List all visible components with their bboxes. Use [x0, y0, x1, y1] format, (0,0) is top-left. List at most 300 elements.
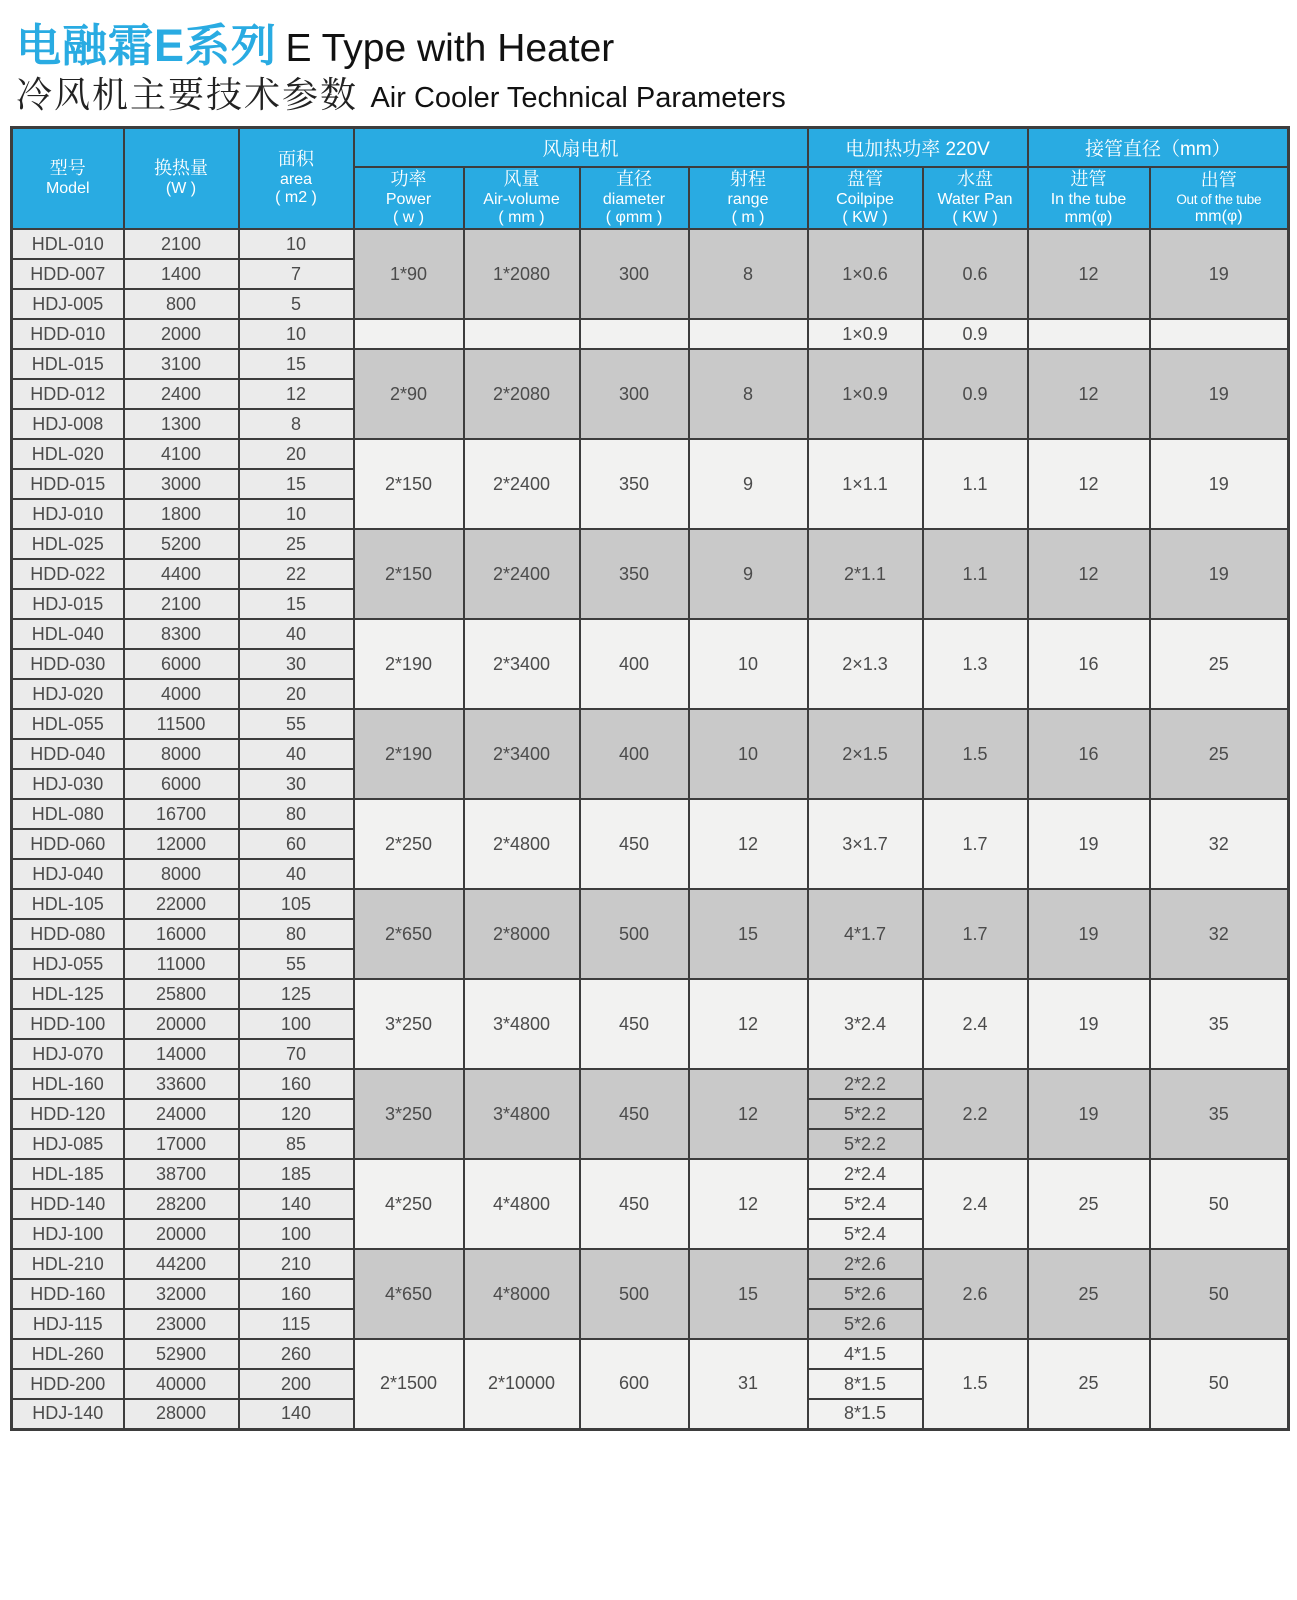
model-cell: HDD-015 — [12, 469, 124, 499]
model-cell: HDD-040 — [12, 739, 124, 769]
model-cell: HDD-007 — [12, 259, 124, 289]
area-cell: 5 — [239, 289, 354, 319]
col-header-out-tube-en: Out of the tube — [1176, 192, 1262, 208]
waterpan-cell: 1.1 — [923, 439, 1028, 529]
table-row — [12, 229, 1289, 259]
model-cell: HDD-200 — [12, 1369, 124, 1399]
outpipe-cell: 19 — [1150, 349, 1289, 439]
col-header-range-en: range — [727, 190, 769, 208]
waterpan-cell: 2.2 — [923, 1069, 1028, 1159]
model-cell: HDD-060 — [12, 829, 124, 859]
range-cell: 12 — [689, 1069, 808, 1159]
col-header-model — [12, 127, 124, 229]
power-cell: 4*250 — [354, 1159, 464, 1249]
heat-cell: 1400 — [124, 259, 239, 289]
heat-cell: 3100 — [124, 349, 239, 379]
range-cell: 10 — [689, 709, 808, 799]
outpipe-cell: 19 — [1150, 439, 1289, 529]
diameter-cell: 350 — [580, 529, 689, 619]
diameter-cell — [580, 319, 689, 349]
range-cell: 8 — [689, 229, 808, 319]
model-cell: HDL-080 — [12, 799, 124, 829]
subtitle-english: Air Cooler Technical Parameters — [370, 81, 786, 114]
col-header-coilpipe-unit: ( KW ) — [842, 209, 888, 227]
outpipe-cell: 35 — [1150, 979, 1289, 1069]
coilpipe-cell: 5*2.4 — [808, 1189, 923, 1219]
area-cell: 160 — [239, 1279, 354, 1309]
heat-cell: 22000 — [124, 889, 239, 919]
coilpipe-cell: 2×1.5 — [808, 709, 923, 799]
power-cell: 2*190 — [354, 619, 464, 709]
airvolume-cell: 2*2400 — [464, 439, 580, 529]
table-row — [12, 439, 1289, 469]
col-header-coilpipe — [808, 167, 923, 229]
col-header-power-en: Power — [385, 190, 432, 208]
inpipe-cell: 19 — [1028, 889, 1150, 979]
coilpipe-cell: 2×1.3 — [808, 619, 923, 709]
col-header-water-pan-cn: 水盘 — [957, 169, 994, 190]
model-cell: HDJ-030 — [12, 769, 124, 799]
heat-cell: 8000 — [124, 859, 239, 889]
heat-cell: 38700 — [124, 1159, 239, 1189]
col-header-water-pan-en: Water Pan — [937, 190, 1013, 208]
area-cell: 40 — [239, 619, 354, 649]
airvolume-cell: 2*8000 — [464, 889, 580, 979]
table-row — [12, 529, 1289, 559]
coilpipe-cell: 3×1.7 — [808, 799, 923, 889]
range-cell: 8 — [689, 349, 808, 439]
table-row — [12, 1069, 1289, 1099]
range-cell: 12 — [689, 1159, 808, 1249]
airvolume-cell: 3*4800 — [464, 1069, 580, 1159]
page-title — [16, 22, 1287, 70]
waterpan-cell: 1.5 — [923, 1339, 1028, 1429]
model-cell: HDD-140 — [12, 1189, 124, 1219]
title-chinese: 电融霜E系列 — [16, 20, 278, 71]
area-cell: 12 — [239, 379, 354, 409]
area-cell: 105 — [239, 889, 354, 919]
col-header-diameter-cn: 直径 — [616, 169, 652, 190]
coilpipe-cell: 1×0.6 — [808, 229, 923, 319]
area-cell: 20 — [239, 679, 354, 709]
diameter-cell: 400 — [580, 619, 689, 709]
col-header-coilpipe-en: Coilpipe — [836, 190, 894, 208]
diameter-cell: 300 — [580, 349, 689, 439]
waterpan-cell: 1.7 — [923, 889, 1028, 979]
area-cell: 10 — [239, 499, 354, 529]
inpipe-cell: 12 — [1028, 529, 1150, 619]
model-cell: HDJ-015 — [12, 589, 124, 619]
coilpipe-cell: 4*1.5 — [808, 1339, 923, 1369]
airvolume-cell: 2*2400 — [464, 529, 580, 619]
model-cell: HDD-022 — [12, 559, 124, 589]
waterpan-cell: 2.4 — [923, 1159, 1028, 1249]
area-cell: 100 — [239, 1219, 354, 1249]
col-header-heat-unit: (W ) — [165, 180, 197, 198]
model-cell: HDL-025 — [12, 529, 124, 559]
outpipe-cell: 50 — [1150, 1339, 1289, 1429]
coilpipe-cell: 1×0.9 — [808, 319, 923, 349]
table-row — [12, 979, 1289, 1009]
model-cell: HDJ-010 — [12, 499, 124, 529]
heat-cell: 3000 — [124, 469, 239, 499]
model-cell: HDL-055 — [12, 709, 124, 739]
outpipe-cell: 50 — [1150, 1159, 1289, 1249]
model-cell: HDD-080 — [12, 919, 124, 949]
waterpan-cell: 1.1 — [923, 529, 1028, 619]
coilpipe-cell: 2*2.2 — [808, 1069, 923, 1099]
table-row — [12, 619, 1289, 649]
range-cell: 15 — [689, 889, 808, 979]
heat-cell: 1800 — [124, 499, 239, 529]
model-cell: HDL-185 — [12, 1159, 124, 1189]
power-cell: 3*250 — [354, 979, 464, 1069]
table-row — [12, 799, 1289, 829]
model-cell: HDD-030 — [12, 649, 124, 679]
diameter-cell: 300 — [580, 229, 689, 319]
coilpipe-cell: 3*2.4 — [808, 979, 923, 1069]
area-cell: 22 — [239, 559, 354, 589]
model-cell: HDJ-008 — [12, 409, 124, 439]
col-header-power-cn: 功率 — [390, 169, 427, 190]
model-cell: HDL-160 — [12, 1069, 124, 1099]
power-cell: 2*190 — [354, 709, 464, 799]
heat-cell: 24000 — [124, 1099, 239, 1129]
inpipe-cell: 19 — [1028, 1069, 1150, 1159]
heat-cell: 44200 — [124, 1249, 239, 1279]
waterpan-cell: 0.6 — [923, 229, 1028, 319]
heat-cell: 6000 — [124, 769, 239, 799]
coilpipe-cell: 5*2.2 — [808, 1099, 923, 1129]
airvolume-cell: 2*3400 — [464, 709, 580, 799]
model-cell: HDL-015 — [12, 349, 124, 379]
coilpipe-cell: 8*1.5 — [808, 1369, 923, 1399]
page-subtitle — [16, 73, 1287, 115]
area-cell: 40 — [239, 859, 354, 889]
col-header-in-tube-en: In the tube — [1050, 190, 1127, 208]
heat-cell: 800 — [124, 289, 239, 319]
heat-cell: 2100 — [124, 589, 239, 619]
model-cell: HDJ-070 — [12, 1039, 124, 1069]
area-cell: 30 — [239, 649, 354, 679]
heat-cell: 6000 — [124, 649, 239, 679]
model-cell: HDL-105 — [12, 889, 124, 919]
range-cell: 9 — [689, 439, 808, 529]
heat-cell: 23000 — [124, 1309, 239, 1339]
coilpipe-cell: 5*2.6 — [808, 1279, 923, 1309]
range-cell: 31 — [689, 1339, 808, 1429]
col-header-model-en: Model — [45, 180, 90, 198]
power-cell: 4*650 — [354, 1249, 464, 1339]
col-header-out-tube-cn: 出管 — [1200, 170, 1237, 191]
area-cell: 8 — [239, 409, 354, 439]
area-cell: 15 — [239, 469, 354, 499]
area-cell: 80 — [239, 919, 354, 949]
waterpan-cell: 1.5 — [923, 709, 1028, 799]
area-cell: 10 — [239, 319, 354, 349]
area-cell: 55 — [239, 709, 354, 739]
area-cell: 140 — [239, 1189, 354, 1219]
airvolume-cell: 4*4800 — [464, 1159, 580, 1249]
area-cell: 70 — [239, 1039, 354, 1069]
range-cell: 15 — [689, 1249, 808, 1339]
power-cell: 2*650 — [354, 889, 464, 979]
heat-cell: 2000 — [124, 319, 239, 349]
heat-cell: 11000 — [124, 949, 239, 979]
title-english: E Type with Heater — [285, 27, 615, 70]
heat-cell: 52900 — [124, 1339, 239, 1369]
col-header-in-tube-unit: mm(φ) — [1064, 209, 1113, 227]
col-header-air-en: Air-volume — [483, 190, 560, 208]
col-header-air-volume — [464, 167, 580, 229]
col-header-diameter — [580, 167, 689, 229]
outpipe-cell: 35 — [1150, 1069, 1289, 1159]
model-cell: HDJ-115 — [12, 1309, 124, 1339]
waterpan-cell: 1.3 — [923, 619, 1028, 709]
airvolume-cell: 1*2080 — [464, 229, 580, 319]
area-cell: 25 — [239, 529, 354, 559]
model-cell: HDJ-020 — [12, 679, 124, 709]
inpipe-cell: 25 — [1028, 1339, 1150, 1429]
model-cell: HDJ-055 — [12, 949, 124, 979]
diameter-cell: 450 — [580, 799, 689, 889]
col-header-range — [689, 167, 808, 229]
table-row — [12, 889, 1289, 919]
table-row — [12, 1249, 1289, 1279]
area-cell: 210 — [239, 1249, 354, 1279]
area-cell: 15 — [239, 589, 354, 619]
col-header-out-tube-unit: mm(φ) — [1194, 207, 1243, 225]
area-cell: 260 — [239, 1339, 354, 1369]
col-header-area-unit: ( m2 ) — [275, 189, 317, 207]
inpipe-cell: 25 — [1028, 1159, 1150, 1249]
area-cell: 7 — [239, 259, 354, 289]
model-cell: HDD-012 — [12, 379, 124, 409]
power-cell — [354, 319, 464, 349]
inpipe-cell — [1028, 319, 1150, 349]
diameter-cell: 400 — [580, 709, 689, 799]
col-header-water-pan — [923, 167, 1028, 229]
waterpan-cell: 0.9 — [923, 349, 1028, 439]
col-header-power-unit: ( w ) — [392, 209, 425, 227]
col-header-model-cn: 型号 — [49, 158, 86, 179]
range-cell: 12 — [689, 979, 808, 1069]
area-cell: 55 — [239, 949, 354, 979]
diameter-cell: 500 — [580, 1249, 689, 1339]
model-cell: HDL-040 — [12, 619, 124, 649]
diameter-cell: 500 — [580, 889, 689, 979]
airvolume-cell: 2*10000 — [464, 1339, 580, 1429]
model-cell: HDL-020 — [12, 439, 124, 469]
outpipe-cell: 19 — [1150, 229, 1289, 319]
heat-cell: 5200 — [124, 529, 239, 559]
table-row — [12, 709, 1289, 739]
area-cell: 15 — [239, 349, 354, 379]
col-header-diameter-unit: ( φmm ) — [605, 209, 663, 227]
outpipe-cell: 32 — [1150, 889, 1289, 979]
group-header-heater-power: 电加热功率 220V — [808, 127, 1028, 167]
outpipe-cell: 32 — [1150, 799, 1289, 889]
model-cell: HDJ-005 — [12, 289, 124, 319]
area-cell: 185 — [239, 1159, 354, 1189]
area-cell: 85 — [239, 1129, 354, 1159]
heat-cell: 14000 — [124, 1039, 239, 1069]
inpipe-cell: 12 — [1028, 229, 1150, 319]
area-cell: 60 — [239, 829, 354, 859]
heat-cell: 28000 — [124, 1399, 239, 1429]
technical-parameters-table — [10, 126, 1290, 1431]
area-cell: 120 — [239, 1099, 354, 1129]
power-cell: 3*250 — [354, 1069, 464, 1159]
waterpan-cell: 1.7 — [923, 799, 1028, 889]
model-cell: HDD-160 — [12, 1279, 124, 1309]
area-cell: 30 — [239, 769, 354, 799]
col-header-area-cn: 面积 — [278, 149, 314, 170]
model-cell: HDJ-085 — [12, 1129, 124, 1159]
subtitle-chinese: 冷风机主要技术参数 — [16, 73, 359, 115]
coilpipe-cell: 5*2.6 — [808, 1309, 923, 1339]
coilpipe-cell: 2*2.6 — [808, 1249, 923, 1279]
heat-cell: 40000 — [124, 1369, 239, 1399]
outpipe-cell: 25 — [1150, 619, 1289, 709]
heat-cell: 2400 — [124, 379, 239, 409]
header-group-row — [12, 127, 1289, 167]
heat-cell: 17000 — [124, 1129, 239, 1159]
power-cell: 1*90 — [354, 229, 464, 319]
coilpipe-cell: 2*1.1 — [808, 529, 923, 619]
power-cell: 2*250 — [354, 799, 464, 889]
area-cell: 160 — [239, 1069, 354, 1099]
inpipe-cell: 25 — [1028, 1249, 1150, 1339]
col-header-air-unit: ( mm ) — [498, 209, 545, 227]
heat-cell: 12000 — [124, 829, 239, 859]
power-cell: 2*90 — [354, 349, 464, 439]
heat-cell: 2100 — [124, 229, 239, 259]
area-cell: 80 — [239, 799, 354, 829]
power-cell: 2*150 — [354, 439, 464, 529]
table-row — [12, 349, 1289, 379]
inpipe-cell: 16 — [1028, 709, 1150, 799]
col-header-range-unit: ( m ) — [731, 209, 765, 227]
coilpipe-cell: 5*2.2 — [808, 1129, 923, 1159]
airvolume-cell — [464, 319, 580, 349]
outpipe-cell: 50 — [1150, 1249, 1289, 1339]
outpipe-cell: 25 — [1150, 709, 1289, 799]
model-cell: HDD-010 — [12, 319, 124, 349]
inpipe-cell: 19 — [1028, 799, 1150, 889]
model-cell: HDJ-140 — [12, 1399, 124, 1429]
heat-cell: 20000 — [124, 1009, 239, 1039]
inpipe-cell: 12 — [1028, 349, 1150, 439]
heat-cell: 11500 — [124, 709, 239, 739]
inpipe-cell: 12 — [1028, 439, 1150, 529]
table-row — [12, 1339, 1289, 1369]
col-header-out-tube — [1150, 167, 1289, 229]
coilpipe-cell: 8*1.5 — [808, 1399, 923, 1429]
diameter-cell: 600 — [580, 1339, 689, 1429]
area-cell: 10 — [239, 229, 354, 259]
area-cell: 200 — [239, 1369, 354, 1399]
heat-cell: 33600 — [124, 1069, 239, 1099]
heat-cell: 1300 — [124, 409, 239, 439]
inpipe-cell: 19 — [1028, 979, 1150, 1069]
table-row — [12, 1159, 1289, 1189]
airvolume-cell: 2*2080 — [464, 349, 580, 439]
heat-cell: 28200 — [124, 1189, 239, 1219]
coilpipe-cell: 4*1.7 — [808, 889, 923, 979]
outpipe-cell — [1150, 319, 1289, 349]
area-cell: 40 — [239, 739, 354, 769]
area-cell: 100 — [239, 1009, 354, 1039]
col-header-air-cn: 风量 — [503, 169, 540, 190]
col-header-diameter-en: diameter — [602, 190, 666, 208]
col-header-power — [354, 167, 464, 229]
range-cell: 9 — [689, 529, 808, 619]
model-cell: HDL-260 — [12, 1339, 124, 1369]
coilpipe-cell: 1×1.1 — [808, 439, 923, 529]
power-cell: 2*1500 — [354, 1339, 464, 1429]
heat-cell: 8000 — [124, 739, 239, 769]
airvolume-cell: 4*8000 — [464, 1249, 580, 1339]
diameter-cell: 450 — [580, 1069, 689, 1159]
table-row — [12, 319, 1289, 349]
model-cell: HDJ-040 — [12, 859, 124, 889]
inpipe-cell: 16 — [1028, 619, 1150, 709]
col-header-range-cn: 射程 — [730, 169, 766, 190]
diameter-cell: 450 — [580, 1159, 689, 1249]
col-header-coilpipe-cn: 盘管 — [847, 169, 884, 190]
model-cell: HDD-100 — [12, 1009, 124, 1039]
model-cell: HDL-125 — [12, 979, 124, 1009]
range-cell — [689, 319, 808, 349]
coilpipe-cell: 1×0.9 — [808, 349, 923, 439]
heat-cell: 16000 — [124, 919, 239, 949]
model-cell: HDL-210 — [12, 1249, 124, 1279]
model-cell: HDJ-100 — [12, 1219, 124, 1249]
col-header-heat — [124, 127, 239, 229]
area-cell: 125 — [239, 979, 354, 1009]
area-cell: 140 — [239, 1399, 354, 1429]
group-header-fan-motor: 风扇电机 — [354, 127, 808, 167]
waterpan-cell: 2.6 — [923, 1249, 1028, 1339]
range-cell: 10 — [689, 619, 808, 709]
heat-cell: 32000 — [124, 1279, 239, 1309]
heat-cell: 4000 — [124, 679, 239, 709]
heat-cell: 16700 — [124, 799, 239, 829]
range-cell: 12 — [689, 799, 808, 889]
col-header-heat-cn: 换热量 — [154, 158, 208, 179]
power-cell: 2*150 — [354, 529, 464, 619]
model-cell: HDL-010 — [12, 229, 124, 259]
waterpan-cell: 0.9 — [923, 319, 1028, 349]
col-header-in-tube-cn: 进管 — [1070, 169, 1107, 190]
diameter-cell: 450 — [580, 979, 689, 1069]
diameter-cell: 350 — [580, 439, 689, 529]
coilpipe-cell: 5*2.4 — [808, 1219, 923, 1249]
model-cell: HDD-120 — [12, 1099, 124, 1129]
area-cell: 20 — [239, 439, 354, 469]
heat-cell: 25800 — [124, 979, 239, 1009]
heat-cell: 4400 — [124, 559, 239, 589]
outpipe-cell: 19 — [1150, 529, 1289, 619]
heat-cell: 20000 — [124, 1219, 239, 1249]
airvolume-cell: 2*3400 — [464, 619, 580, 709]
col-header-area — [239, 127, 354, 229]
area-cell: 115 — [239, 1309, 354, 1339]
heat-cell: 8300 — [124, 619, 239, 649]
group-header-pipe-diameter: 接管直径（mm） — [1028, 127, 1289, 167]
col-header-area-en: area — [279, 170, 313, 188]
